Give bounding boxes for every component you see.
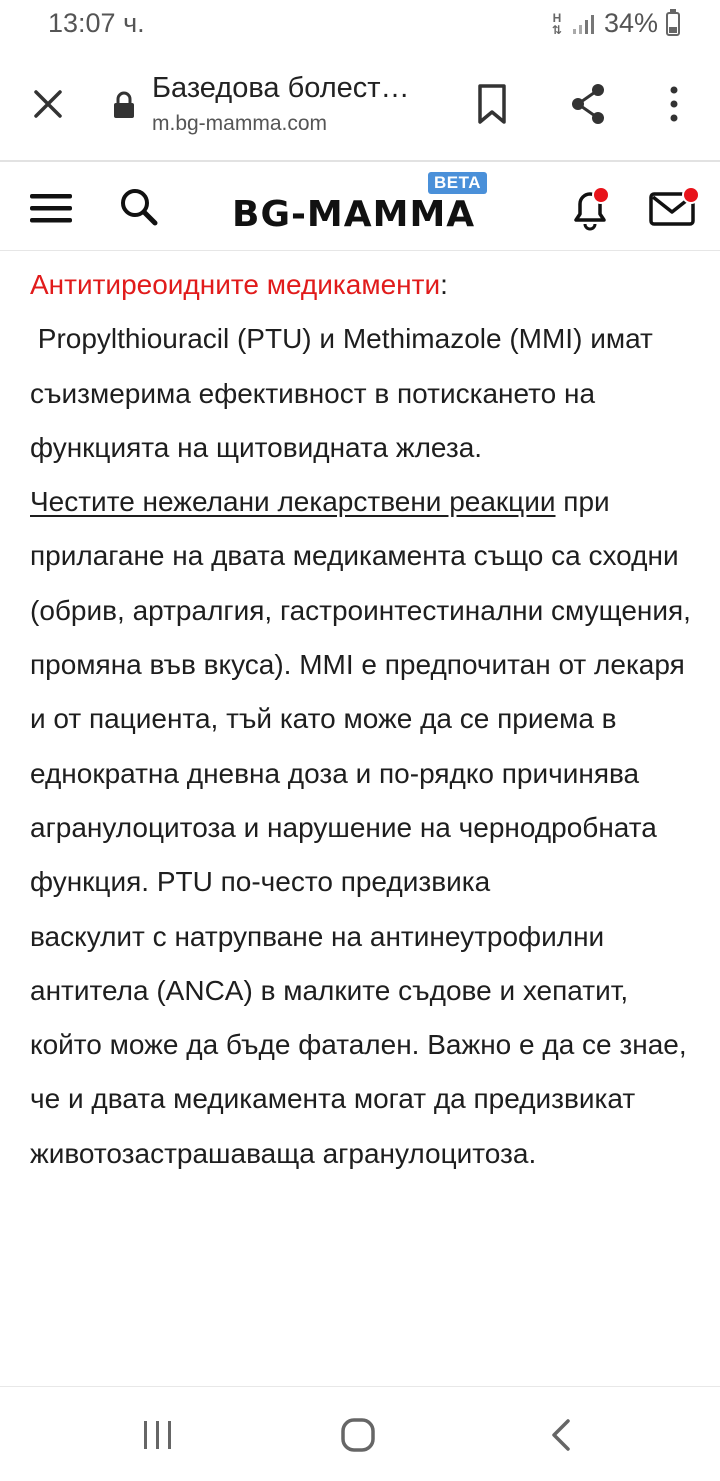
notification-dot	[592, 186, 610, 204]
site-header	[0, 162, 720, 251]
article-paragraph	[30, 258, 700, 312]
site-logo[interactable]	[232, 173, 492, 236]
underlined-phrase: Честите нежелани лекарствени реакции	[30, 486, 556, 518]
message-dot	[682, 186, 700, 204]
lock-icon	[112, 90, 136, 120]
battery-percent: 34%	[603, 8, 658, 38]
system-nav-bar	[0, 1386, 720, 1481]
status-icons	[550, 8, 680, 39]
browser-toolbar	[0, 52, 720, 162]
article-paragraph	[30, 475, 700, 909]
paragraph-text: Propylthiouracil (PTU) и Methimazole (MMI) имат съизмерима ефективност в потискането на функцията на щитовидната жлеза.	[30, 323, 661, 463]
notifications-button[interactable]	[566, 184, 614, 232]
status-bar	[0, 0, 720, 52]
home-icon[interactable]	[340, 1417, 376, 1453]
bookmark-icon[interactable]	[470, 80, 514, 128]
network-type-icon: H ⇅	[551, 10, 562, 37]
messages-button[interactable]	[648, 186, 700, 230]
paragraph-text: васкулит с натрупване на антинеутрофилни антитела (ANCA) в малките съдове и хепатит, който може да бъде фатален. Важно е да се знае, че и двата медикамента могат да предизвикат животозастрашаваща агранулоцитоза.	[30, 920, 687, 1169]
recent-apps-icon[interactable]	[140, 1419, 176, 1451]
back-icon[interactable]	[546, 1417, 574, 1453]
signal-icon	[572, 13, 596, 35]
status-time: 13:07 ч.	[48, 8, 145, 38]
article-paragraph	[30, 312, 700, 475]
article-paragraph	[30, 910, 700, 1181]
page-url[interactable]: m.bg-mamma.com	[152, 112, 328, 135]
heading-colon: :	[440, 269, 448, 300]
battery-icon	[666, 12, 680, 36]
share-icon[interactable]	[566, 80, 610, 128]
more-vert-icon[interactable]	[660, 80, 688, 128]
beta-badge: BETA	[428, 172, 487, 194]
close-icon[interactable]	[26, 82, 70, 126]
network-label: H	[552, 10, 562, 25]
page-title[interactable]: Базедова болест…	[152, 72, 410, 104]
section-heading: Антитиреоидните медикаменти	[30, 269, 441, 300]
paragraph-text: при прилагане на двата медикамента също са сходни (обрив, артралгия, гастроинтестинални смущения, промяна във вкуса). MMI е предпочитан от лекаря и от пациента, тъй като може да се приема в еднократна дневна доза и по-рядко причинява агранулоцитоза и нарушение на чернодробната функция. PTU по-често предизвика	[30, 486, 691, 898]
logo-text: BG-MAMMA	[232, 194, 476, 235]
search-icon[interactable]	[118, 186, 160, 228]
article-body	[30, 258, 700, 1181]
battery-level-fill	[669, 27, 677, 33]
menu-icon[interactable]	[30, 190, 74, 226]
